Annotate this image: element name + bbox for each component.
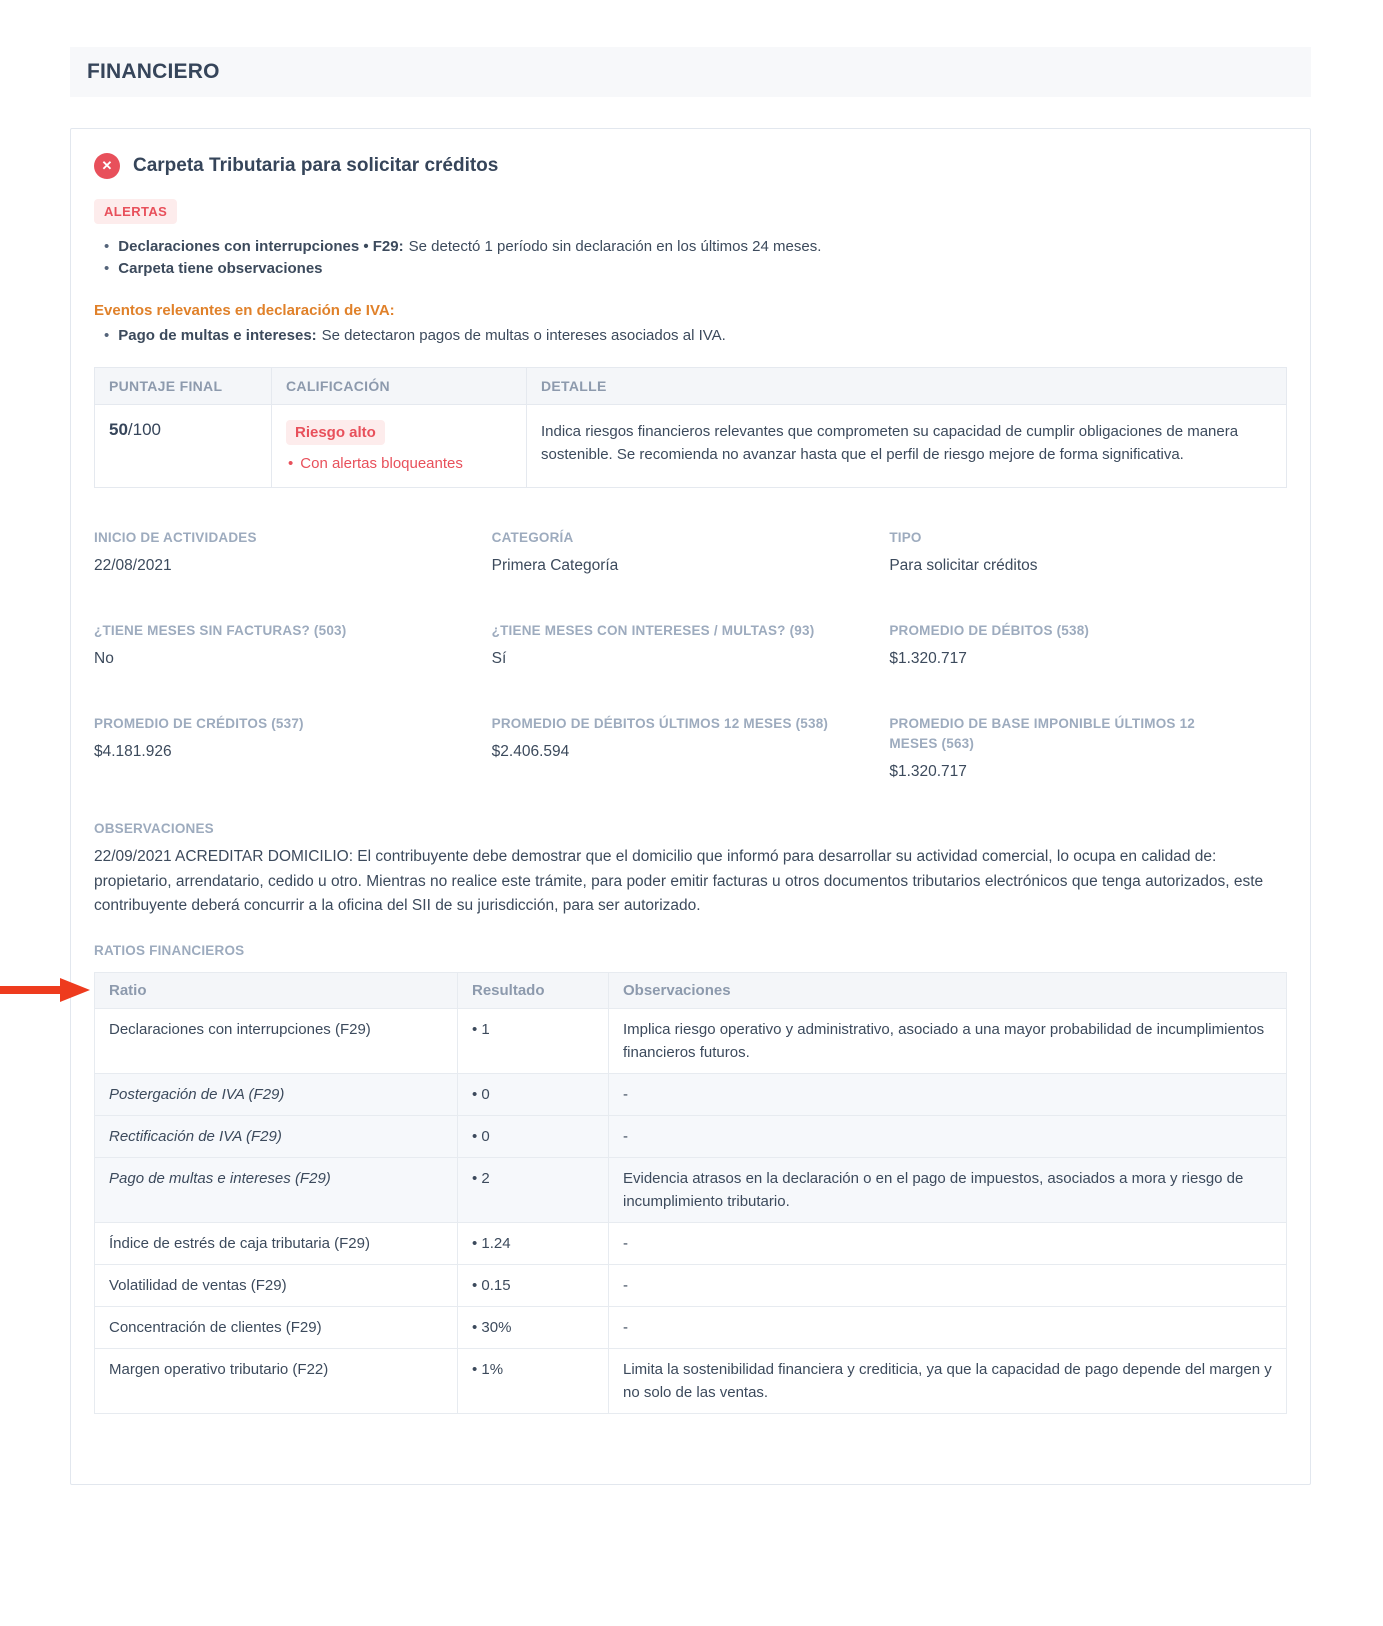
- observations-text: 22/09/2021 ACREDITAR DOMICILIO: El contribuyente debe demostrar que el domicilio que informó para desarrollar su actividad comercial, lo ocupa en calidad de: propietario, arrendatario, cedido u otro. Mientras no realice este trámite, para poder emitir facturas u otros documentos tributarios electrónicos que tenga autorizados, este contribuyente deberá concurrir a la oficina del SII de su jurisdicción, para ser autorizado.: [94, 848, 1264, 914]
- field-categoria: [492, 528, 890, 577]
- field-value: $2.406.594: [491, 743, 570, 760]
- ratios-section: [94, 943, 1287, 1414]
- field-value: Para solicitar créditos: [889, 557, 1038, 574]
- ratio-observation: -: [609, 1073, 1287, 1115]
- alert-item: [94, 236, 1287, 258]
- field-promedio-creditos: [94, 714, 492, 783]
- ratio-observation: Limita la sostenibilidad financiera y crediticia, ya que la capacidad de pago depende del margen y no solo de las ventas.: [609, 1348, 1287, 1413]
- score-value: [95, 405, 272, 488]
- alerts-badge: ALERTAS: [94, 199, 177, 224]
- field-value: Sí: [491, 650, 507, 667]
- ratio-name: Volatilidad de ventas (F29): [95, 1264, 458, 1306]
- rating-badge: Riesgo alto: [286, 420, 385, 445]
- score-table-header-row: [95, 368, 1287, 405]
- ratio-result: • 30%: [458, 1306, 609, 1348]
- annotation-arrow-icon: [0, 975, 92, 1005]
- ratios-header-observaciones: Observaciones: [609, 972, 1287, 1008]
- page-title: FINANCIERO: [87, 60, 220, 83]
- fields-grid: [94, 528, 1287, 783]
- score-header-calificacion: CALIFICACIÓN: [272, 368, 527, 405]
- field-promedio-debitos: [889, 621, 1287, 670]
- score-table: [94, 367, 1287, 488]
- card-title-row: [94, 153, 1287, 179]
- ratio-row: [95, 1348, 1287, 1413]
- observations-label: OBSERVACIONES: [94, 821, 214, 836]
- observations-section: [94, 821, 1287, 919]
- field-inicio-actividades: [94, 528, 492, 577]
- iva-events-list: [94, 325, 1287, 347]
- page-header: [70, 47, 1311, 97]
- field-meses-sin-facturas: [94, 621, 492, 670]
- ratio-row: [95, 1264, 1287, 1306]
- score-table-body-row: [95, 405, 1287, 488]
- ratio-observation: Implica riesgo operativo y administrativo, asociado a una mayor probabilidad de incumplimientos financieros futuros.: [609, 1008, 1287, 1073]
- ratio-observation: -: [609, 1115, 1287, 1157]
- ratio-name: Concentración de clientes (F29): [95, 1306, 458, 1348]
- ratio-name: Rectificación de IVA (F29): [95, 1115, 458, 1157]
- field-value: $1.320.717: [889, 763, 967, 780]
- alert-item-title: • Declaraciones con interrupciones • F29:: [118, 238, 404, 255]
- ratios-header-resultado: Resultado: [458, 972, 609, 1008]
- card-title: Carpeta Tributaria para solicitar créditos: [133, 155, 499, 176]
- field-value: 22/08/2021: [94, 557, 172, 574]
- ratios-table: [94, 972, 1287, 1414]
- field-label: PROMEDIO DE CRÉDITOS (537): [94, 716, 304, 731]
- field-value: $4.181.926: [94, 743, 172, 760]
- ratio-row: [95, 1306, 1287, 1348]
- field-label: TIPO: [889, 530, 922, 545]
- field-label: PROMEDIO DE DÉBITOS ÚLTIMOS 12 MESES (538): [491, 716, 829, 731]
- ratio-result: • 2: [458, 1157, 609, 1222]
- field-label: CATEGORÍA: [491, 530, 574, 545]
- ratio-name: Índice de estrés de caja tributaria (F29): [95, 1222, 458, 1264]
- ratio-observation: -: [609, 1222, 1287, 1264]
- ratio-observation: Evidencia atrasos en la declaración o en el pago de impuestos, asociados a mora y riesgo de incumplimiento tributario.: [609, 1157, 1287, 1222]
- field-label: ¿TIENE MESES CON INTERESES / MULTAS? (93): [491, 623, 815, 638]
- alert-item-text: Se detectó 1 período sin declaración en los últimos 24 meses.: [408, 238, 822, 255]
- field-value: $1.320.717: [889, 650, 967, 667]
- field-label: PROMEDIO DE BASE IMPONIBLE ÚLTIMOS 12 MESES (563): [889, 716, 1196, 751]
- ratio-observation: -: [609, 1264, 1287, 1306]
- ratio-row: [95, 1157, 1287, 1222]
- field-meses-intereses-multas: [492, 621, 890, 670]
- ratio-result: • 0.15: [458, 1264, 609, 1306]
- rating-cell: [272, 405, 527, 488]
- field-tipo: [889, 528, 1287, 577]
- ratio-row: [95, 1073, 1287, 1115]
- field-value: No: [94, 650, 114, 667]
- error-status-icon: ✕: [94, 153, 120, 179]
- field-label: INICIO DE ACTIVIDADES: [94, 530, 257, 545]
- alert-item-title: • Carpeta tiene observaciones: [118, 260, 323, 277]
- ratio-result: • 1%: [458, 1348, 609, 1413]
- ratios-header-ratio: Ratio: [95, 972, 458, 1008]
- score-value-number: 50: [109, 420, 128, 439]
- ratio-row: [95, 1008, 1287, 1073]
- score-detail: Indica riesgos financieros relevantes que comprometen su capacidad de cumplir obligaciones de manera sostenible. Se recomienda no avanzar hasta que el perfil de riesgo mejore de forma significativa.: [527, 405, 1287, 488]
- alert-list: [94, 236, 1287, 280]
- ratio-row: [95, 1115, 1287, 1157]
- field-label: ¿TIENE MESES SIN FACTURAS? (503): [94, 623, 347, 638]
- score-header-puntaje: PUNTAJE FINAL: [95, 368, 272, 405]
- field-promedio-debitos-12m: [492, 714, 890, 783]
- ratio-observation: -: [609, 1306, 1287, 1348]
- field-value: Primera Categoría: [491, 557, 619, 574]
- ratio-name: Pago de multas e intereses (F29): [95, 1157, 458, 1222]
- score-header-detalle: DETALLE: [527, 368, 1287, 405]
- ratios-label: RATIOS FINANCIEROS: [94, 942, 245, 958]
- rating-blocking-note: • Con alertas bloqueantes: [286, 455, 512, 472]
- field-label: PROMEDIO DE DÉBITOS (538): [889, 623, 1090, 638]
- ratio-result: • 0: [458, 1073, 609, 1115]
- ratio-result: • 1: [458, 1008, 609, 1073]
- iva-event-item: [94, 325, 1287, 347]
- iva-event-title: • Pago de multas e intereses:: [118, 327, 317, 344]
- iva-events-heading: Eventos relevantes en declaración de IVA:: [94, 302, 395, 319]
- ratio-name: Postergación de IVA (F29): [95, 1073, 458, 1115]
- ratio-name: Declaraciones con interrupciones (F29): [95, 1008, 458, 1073]
- report-card: [70, 128, 1311, 1485]
- alert-item: [94, 258, 1287, 280]
- ratios-header-row: [95, 972, 1287, 1008]
- ratio-row: [95, 1222, 1287, 1264]
- ratio-name: Margen operativo tributario (F22): [95, 1348, 458, 1413]
- iva-event-text: Se detectaron pagos de multas o intereses asociados al IVA.: [321, 327, 726, 344]
- field-promedio-base-imponible-12m: [889, 714, 1287, 783]
- score-value-max: /100: [127, 420, 162, 439]
- ratio-result: • 1.24: [458, 1222, 609, 1264]
- ratio-result: • 0: [458, 1115, 609, 1157]
